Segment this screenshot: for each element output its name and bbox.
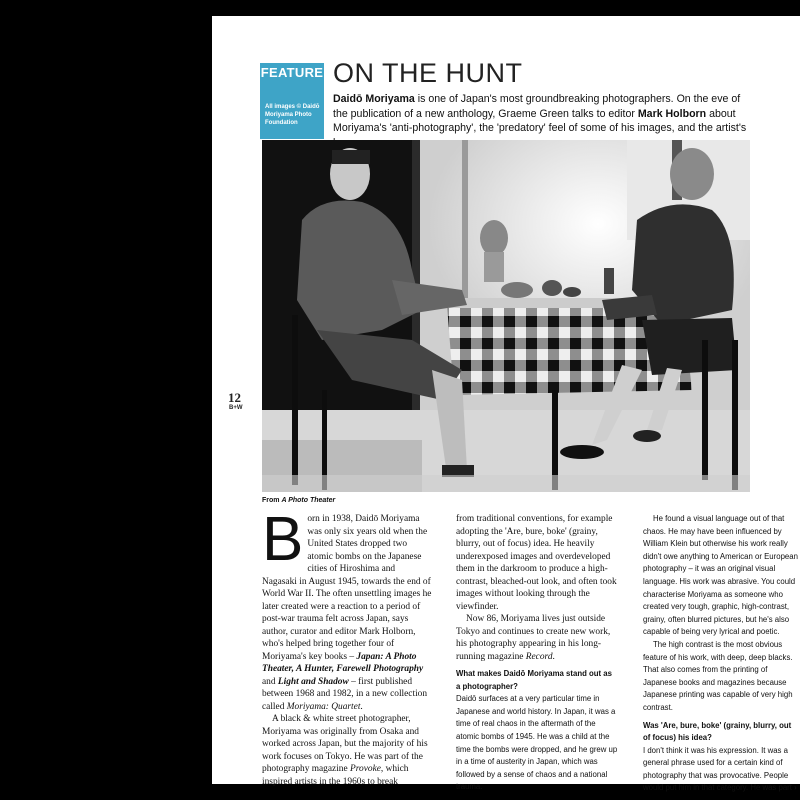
magazine-title: Provoke — [350, 764, 381, 774]
interview-question: Was 'Are, bure, boke' (grainy, blurry, out of focus) his idea? — [643, 720, 792, 743]
continue-arrow-icon: › — [794, 783, 797, 793]
book-title: Light and Shadow — [277, 676, 349, 687]
image-credit: All images © Daidō Moriyama Photo Foundation — [265, 104, 320, 126]
interview-question: What makes Daidō Moriyama stand out as a photographer? — [456, 669, 612, 691]
interview-answer: He found a visual language out of that chaos. He may have been influenced by William Klein but otherwise his work really didn't owe anything to American or European photography – it was an original visual language. His work was abrasive. You could characterise Moriyama as someone who created very tough, graphic, high-contrast, grainy, often blurred pictures, but he's also capable of being very lyrical and poetic. — [643, 514, 798, 637]
section-label: B+W — [229, 405, 243, 411]
paragraph — [456, 613, 618, 663]
photo-caption — [262, 497, 335, 504]
paragraph-text: orn in 1938, Daidō Moriyama was only six years old when the United States dropped two atomic bombs on the Japanese cities of Hiroshima and Nagasaki in August 1945, towards the end of World War II. The often unsettling images he later created were a reaction to a period of post-war trauma felt across Japan, says author, curator and editor Mark Holborn, who's helped bring together four of Moriyama's key books – — [262, 514, 432, 662]
caption-title: A Photo Theater — [281, 497, 336, 504]
paragraph-text: . — [552, 651, 555, 662]
paragraph: from traditional conventions, for example adopting the 'Are, bure, boke' (grainy, blurry, out of focus) idea. He heavily underexposed images and overdeveloped them in the darkroom to produce a high-contrast, bleached-out look, and often took images without looking through the viewfinder. — [456, 514, 617, 612]
interview-answer: Daidō surfaces at a very particular time in Japanese and world history. In Japan, it was a time of real chaos in the aftermath of the atomic bombs of 1945. He was a child at the time the bombs were dropped, and he grew up in a time of austerity in Japan, which was followed by a sense of chaos and a national trauma. — [456, 694, 618, 792]
paragraph-text: . — [360, 701, 363, 712]
book-titles: Japan: A Photo Theater, A Hunter, Farewell Photography — [262, 651, 424, 674]
paragraph-text: , which inspired artists in the 1960s to break — [262, 764, 409, 787]
standfirst-editor: Mark Holborn — [637, 107, 707, 120]
paragraph-text: I don't think it was his expression. It was a general phrase used for a certain kind of photography that was provocative. People would put him in that category. He was part — [643, 745, 792, 793]
body-column-3 — [643, 513, 799, 795]
feature-label: FEATURE — [260, 65, 324, 80]
collection-title: Moriyama: Quartet — [286, 701, 361, 712]
paragraph-text: – first published between 1968 and 1982, in a new collection called — [262, 676, 428, 712]
feature-photo — [262, 140, 750, 492]
paragraph-text: and — [262, 676, 278, 687]
body-column-2 — [456, 513, 618, 794]
interview-answer: The high contrast is the most obvious feature of his work, with deep, deep blacks. That also comes from the printing of Japanese books and magazines because Japanese printing was capable of very high contrast. — [643, 639, 793, 712]
body-column-1 — [262, 505, 432, 788]
headline: ON THE HUNT — [333, 58, 523, 88]
magazine-page — [212, 16, 800, 793]
standfirst-text-2: about Moriyama's 'anti-photography', the 'predatory' feel of some of his images, and the artist's — [333, 107, 747, 134]
magazine-title: Record — [525, 651, 553, 662]
standfirst-text-1: is one of Japan's most groundbreaking photographers. On the eve of the publication of a new anthology, Graeme Green talks to editor — [333, 93, 741, 120]
drop-cap: B — [262, 505, 304, 574]
interview-answer — [643, 745, 799, 795]
standfirst-subject: Daidō Moriyama — [333, 93, 415, 105]
page-number: 12 — [228, 390, 241, 405]
paragraph-text: A black & white street photographer, Moriyama was originally from Osaka and worked across Japan, but the majority of his work focuses on Tokyo. He was part of the photography magazine — [262, 714, 428, 774]
paragraph — [262, 713, 432, 788]
feature-tag — [260, 63, 324, 139]
caption-prefix: From — [262, 497, 282, 504]
paragraph-text: Now 86, Moriyama lives just outside Tokyo and continues to create new work, his photography appearing in his long-running magazine — [456, 614, 611, 662]
